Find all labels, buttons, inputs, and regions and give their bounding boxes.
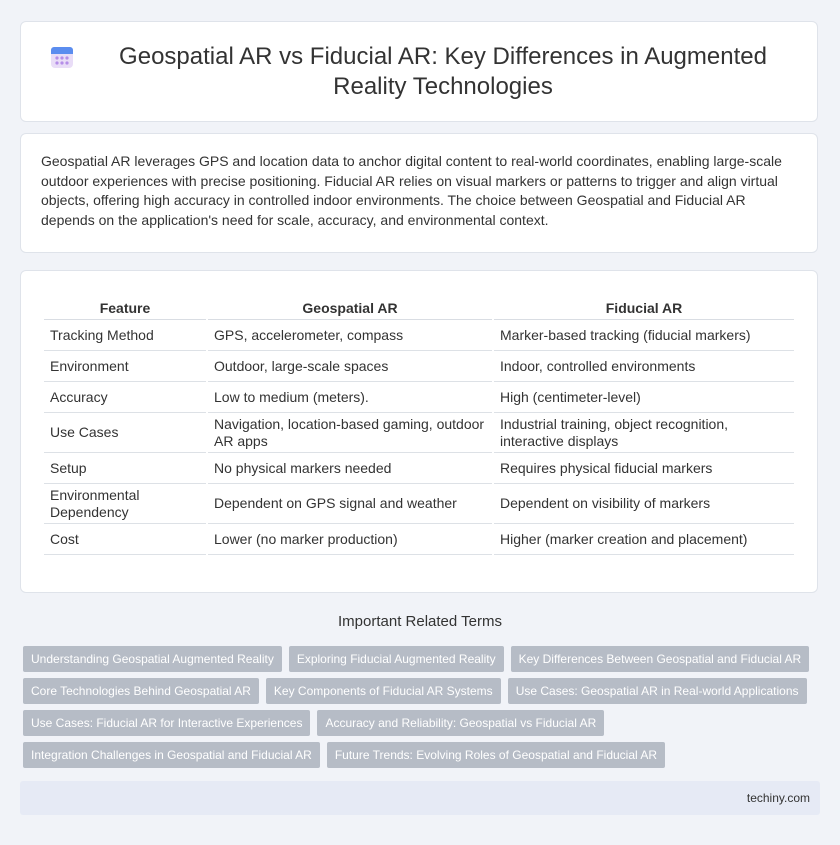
- title-card: [20, 21, 818, 122]
- header-feature: Feature: [44, 295, 206, 320]
- cell-geospatial: Outdoor, large-scale spaces: [208, 351, 492, 382]
- cell-fiducial: Marker-based tracking (fiducial markers): [494, 320, 794, 351]
- cell-feature: Environment: [44, 351, 206, 382]
- table-row: [44, 382, 794, 413]
- footer-site-link[interactable]: techiny.com: [746, 791, 810, 805]
- tag-link[interactable]: Understanding Geospatial Augmented Reality: [23, 646, 282, 672]
- tag-link[interactable]: Future Trends: Evolving Roles of Geospatial and Fiducial AR: [327, 742, 665, 768]
- cell-fiducial: Requires physical fiducial markers: [494, 453, 794, 484]
- tag-link[interactable]: Integration Challenges in Geospatial and Fiducial AR: [23, 742, 320, 768]
- tag-link[interactable]: Accuracy and Reliability: Geospatial vs Fiducial AR: [317, 710, 604, 736]
- comparison-card: [20, 270, 818, 593]
- cell-feature: Environmental Dependency: [44, 484, 206, 524]
- cell-feature: Cost: [44, 524, 206, 555]
- cell-geospatial: Dependent on GPS signal and weather: [208, 484, 492, 524]
- table-row: [44, 484, 794, 524]
- tag-link[interactable]: Core Technologies Behind Geospatial AR: [23, 678, 259, 704]
- table-row: [44, 453, 794, 484]
- table-row: [44, 320, 794, 351]
- related-terms-tags: [23, 646, 813, 774]
- title-wrap: [49, 42, 789, 102]
- intro-paragraph: Geospatial AR leverages GPS and location data to anchor digital content to real-world coordinates, enabling large-scale outdoor experiences with precise positioning. Fiducial AR relies on visual markers or patterns to trigger and align virtual objects, offering high accuracy in controlled indoor environments. The choice between Geospatial and Fiducial AR depends on the application's need for scale, accuracy, and environmental context.: [41, 153, 782, 228]
- tag-link[interactable]: Key Differences Between Geospatial and Fiducial AR: [511, 646, 810, 672]
- cell-geospatial: Navigation, location-based gaming, outdoor AR apps: [208, 413, 492, 453]
- table-row: [44, 351, 794, 382]
- footer: [20, 781, 820, 815]
- cell-feature: Use Cases: [44, 413, 206, 453]
- calendar-icon: [49, 44, 75, 70]
- tag-link[interactable]: Use Cases: Fiducial AR for Interactive Experiences: [23, 710, 310, 736]
- cell-fiducial: Dependent on visibility of markers: [494, 484, 794, 524]
- cell-geospatial: Lower (no marker production): [208, 524, 492, 555]
- tag-link[interactable]: Key Components of Fiducial AR Systems: [266, 678, 501, 704]
- cell-fiducial: High (centimeter-level): [494, 382, 794, 413]
- cell-geospatial: No physical markers needed: [208, 453, 492, 484]
- cell-geospatial: GPS, accelerometer, compass: [208, 320, 492, 351]
- cell-feature: Setup: [44, 453, 206, 484]
- cell-fiducial: Industrial training, object recognition, interactive displays: [494, 413, 794, 453]
- header-geospatial: Geospatial AR: [208, 295, 492, 320]
- tag-link[interactable]: Use Cases: Geospatial AR in Real-world Applications: [508, 678, 807, 704]
- cell-feature: Accuracy: [44, 382, 206, 413]
- cell-fiducial: Higher (marker creation and placement): [494, 524, 794, 555]
- header-fiducial: Fiducial AR: [494, 295, 794, 320]
- related-terms-title: Important Related Terms: [338, 613, 502, 630]
- table-header-row: [44, 295, 794, 320]
- page-title: Geospatial AR vs Fiducial AR: Key Differences in Augmented Reality Technologies: [119, 42, 767, 100]
- table-row: [44, 524, 794, 555]
- cell-fiducial: Indoor, controlled environments: [494, 351, 794, 382]
- cell-geospatial: Low to medium (meters).: [208, 382, 492, 413]
- tag-row: [23, 742, 813, 768]
- intro-card: [20, 133, 818, 253]
- tag-row: [23, 646, 813, 672]
- tag-link[interactable]: Exploring Fiducial Augmented Reality: [289, 646, 504, 672]
- cell-feature: Tracking Method: [44, 320, 206, 351]
- comparison-table: [42, 295, 796, 555]
- tag-row: [23, 710, 813, 736]
- table-row: [44, 413, 794, 453]
- tag-row: [23, 678, 813, 704]
